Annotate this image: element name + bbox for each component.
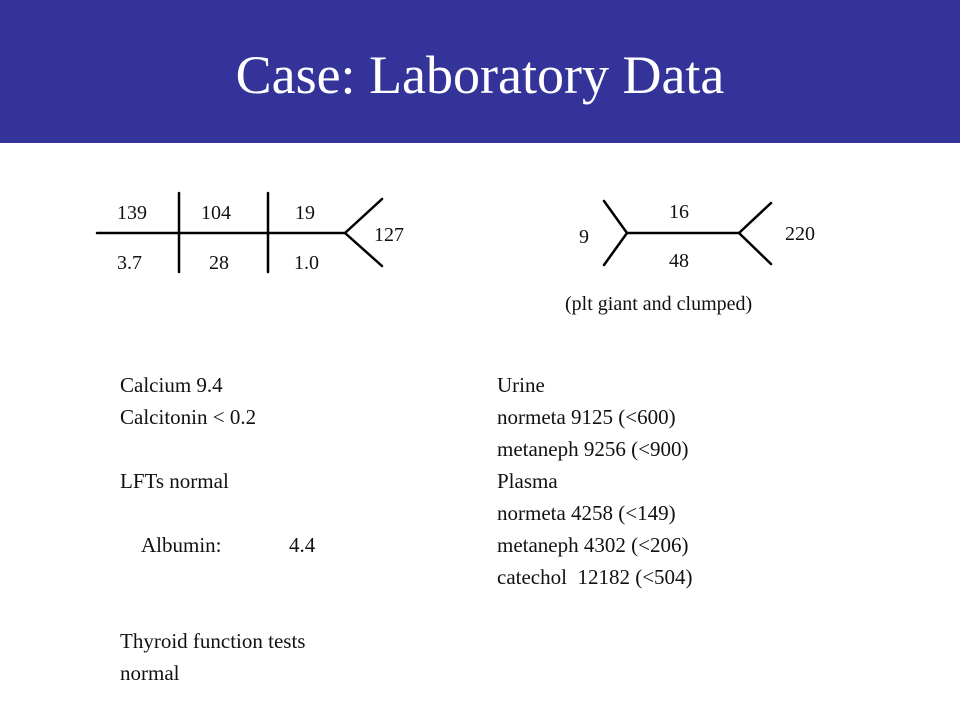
albumin-value: 4.4 bbox=[289, 533, 316, 557]
albumin-result bbox=[120, 497, 450, 593]
cbc-right-lower-line bbox=[739, 233, 771, 264]
bmp-sodium-value: 139 bbox=[117, 202, 147, 224]
cbc-wbc-value: 9 bbox=[579, 226, 589, 248]
bmp-potassium-value: 3.7 bbox=[117, 252, 142, 274]
calcitonin-result: Calcitonin < 0.2 bbox=[120, 405, 257, 429]
cbc-left-lower-line bbox=[604, 233, 627, 265]
cbc-fishbone bbox=[565, 201, 815, 315]
cbc-hematocrit-value: 48 bbox=[669, 250, 689, 272]
urine-metanephrine: metaneph 9256 (<900) bbox=[497, 437, 689, 461]
spacer bbox=[120, 433, 450, 465]
slide-title: Case: Laboratory Data bbox=[235, 45, 725, 105]
bmp-creatinine-value: 1.0 bbox=[294, 252, 319, 274]
urine-heading: Urine bbox=[497, 373, 545, 397]
cbc-left-upper-line bbox=[604, 201, 627, 233]
bmp-glucose-value: 127 bbox=[374, 224, 404, 246]
thyroid-result-line-1: Thyroid function tests bbox=[120, 629, 306, 653]
urine-normetanephrine: normeta 9125 (<600) bbox=[497, 405, 676, 429]
bmp-chloride-value: 104 bbox=[201, 202, 231, 224]
plasma-heading: Plasma bbox=[497, 469, 558, 493]
cbc-right-upper-line bbox=[739, 203, 771, 233]
calcium-result: Calcium 9.4 bbox=[120, 373, 223, 397]
albumin-label: Albumin: bbox=[141, 533, 222, 557]
cbc-hemoglobin-value: 16 bbox=[669, 201, 689, 223]
spacer bbox=[120, 593, 450, 625]
cbc-platelets-value: 220 bbox=[785, 223, 815, 245]
lfts-result: LFTs normal bbox=[120, 469, 229, 493]
left-lab-list bbox=[120, 369, 450, 689]
thyroid-result-line-2: normal bbox=[120, 661, 180, 685]
bmp-fishbone bbox=[97, 193, 404, 274]
bmp-bun-value: 19 bbox=[295, 202, 315, 224]
plasma-catecholamines: catechol 12182 (<504) bbox=[497, 565, 693, 589]
cbc-platelet-note: (plt giant and clumped) bbox=[565, 293, 753, 315]
plasma-metanephrine: metaneph 4302 (<206) bbox=[497, 533, 689, 557]
bmp-bicarbonate-value: 28 bbox=[209, 252, 229, 274]
right-lab-list bbox=[497, 369, 827, 593]
plasma-normetanephrine: normeta 4258 (<149) bbox=[497, 501, 676, 525]
